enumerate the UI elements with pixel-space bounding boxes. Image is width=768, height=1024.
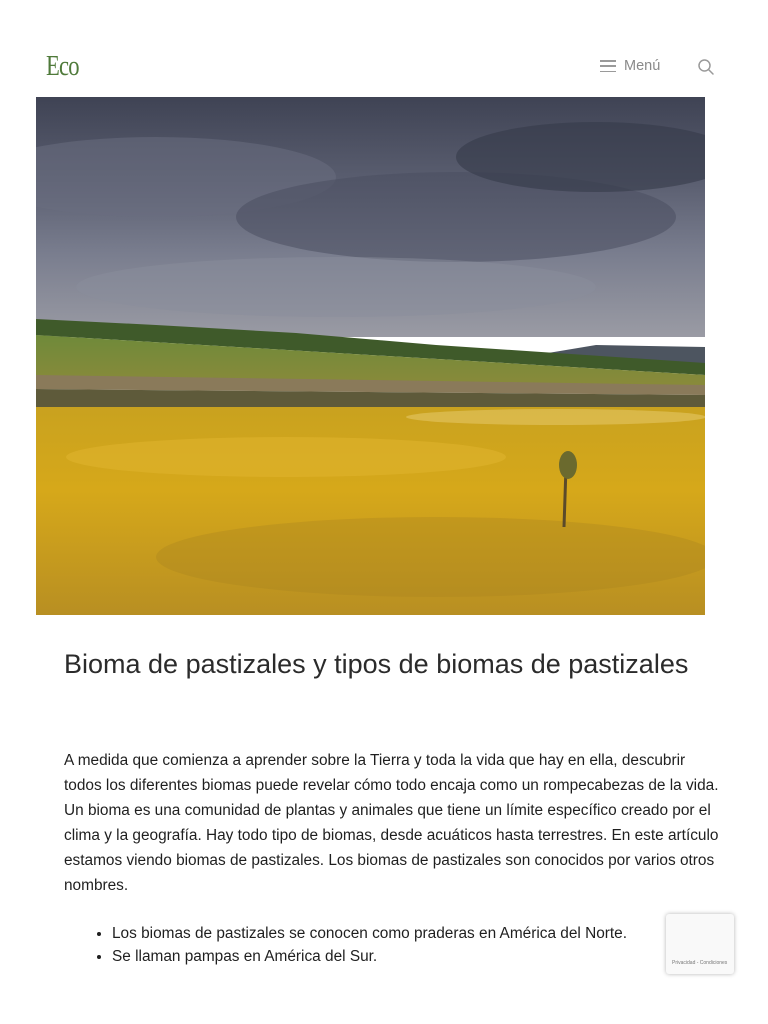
list-item: • Se llaman pampas en América del Sur. bbox=[112, 945, 752, 968]
menu-label: Menú bbox=[624, 58, 661, 74]
search-icon[interactable] bbox=[697, 58, 715, 76]
bullet-list bbox=[64, 922, 752, 968]
site-logo[interactable]: Eco bbox=[46, 50, 79, 82]
hero-image bbox=[36, 97, 705, 615]
hamburger-icon bbox=[600, 60, 616, 72]
recaptcha-badge[interactable] bbox=[666, 914, 734, 974]
list-item: • Los biomas de pastizales se conocen como praderas en América del Norte. bbox=[112, 922, 752, 945]
recaptcha-links[interactable]: Privacidad - Condiciones bbox=[672, 960, 728, 966]
site-header bbox=[0, 0, 768, 97]
menu-button[interactable] bbox=[600, 55, 660, 77]
article-title: Bioma de pastizales y tipos de biomas de pastizales bbox=[64, 649, 689, 679]
article-paragraph: A medida que comienza a aprender sobre la Tierra y toda la vida que hay en ella, descubrir todos los diferentes biomas puede revelar cómo todo encaja como un rompecabezas de la vida. Un bioma es una comunidad de plantas y animales que tiene un límite específico creado por el clima y la geografía. Hay todo tipo de biomas, desde acuáticos hasta terrestres. En este artículo estamos viendo biomas de pastizales. Los biomas de pastizales son conocidos por varios otros nombres. bbox=[64, 752, 719, 894]
